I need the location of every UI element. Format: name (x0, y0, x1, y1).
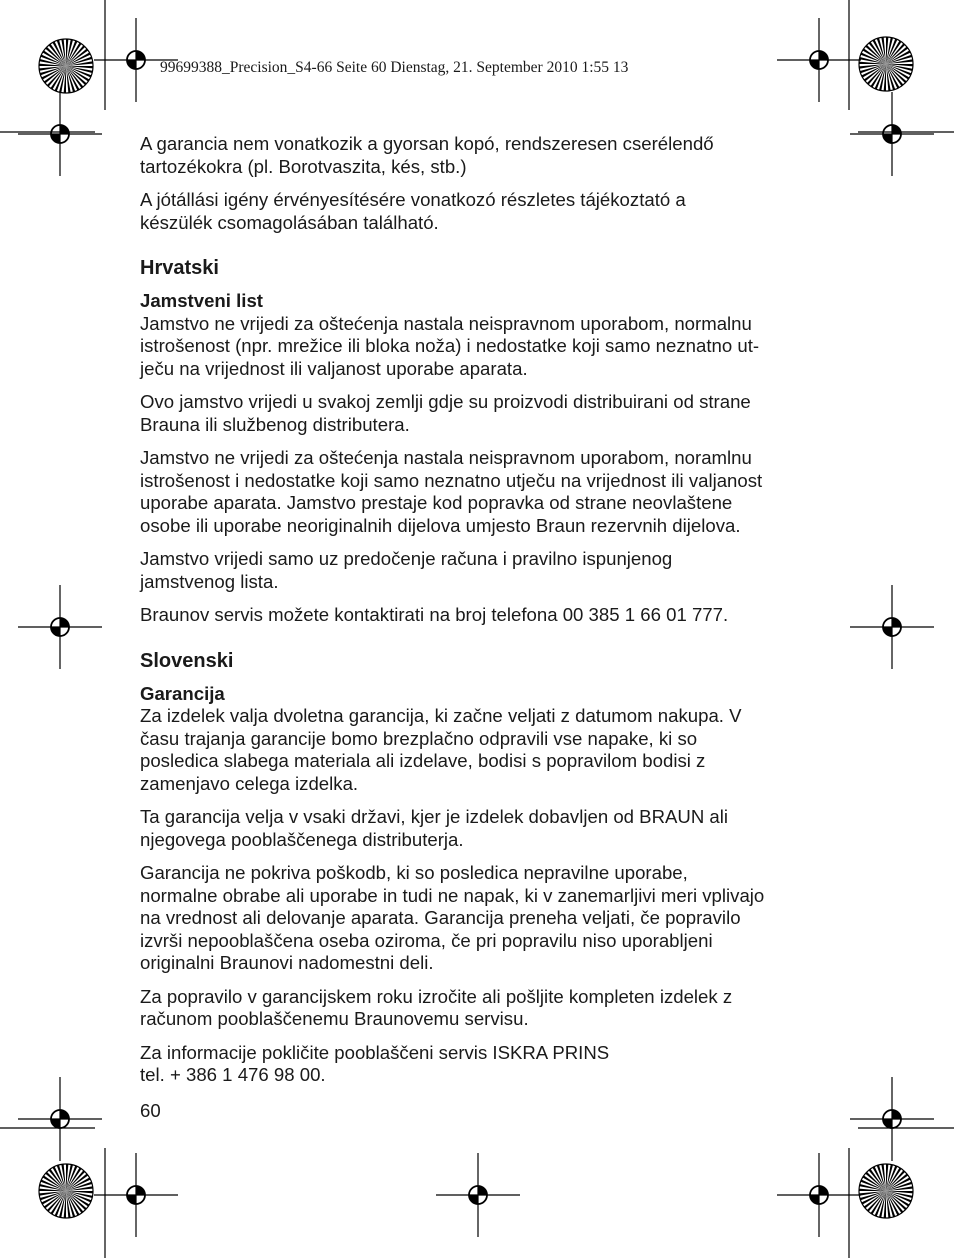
hrvatski-paragraph: Braunov servis možete kontaktirati na broj telefona 00 385 1 66 01 777. (140, 604, 729, 625)
registration-crosshair-icon (18, 92, 102, 176)
registration-crosshair-icon (94, 18, 178, 102)
starburst-target-icon (38, 1163, 94, 1219)
subheading-garancija: Garancija (140, 682, 225, 704)
hrvatski-paragraph: Ovo jamstvo vrijedi u svakoj zemlji gdje su proizvodi distribuirani od strane Brauna ili službenog distributera. (140, 391, 751, 435)
registration-crosshair-icon (777, 18, 861, 102)
starburst-target-icon (858, 1163, 914, 1219)
slovenski-paragraph: Za informacije pokličite pooblaščeni servis ISKRA PRINS tel. + 386 1 476 98 00. (140, 1041, 610, 1085)
hrvatski-paragraph: Jamstvo vrijedi samo uz predočenje računa i pravilno ispunjenog jamstvenog lista. (140, 548, 673, 592)
registration-crosshair-icon (850, 92, 934, 176)
section-heading-slovenski: Slovenski (140, 649, 234, 672)
registration-crosshair-icon (850, 585, 934, 669)
starburst-target-icon (38, 38, 94, 94)
hrvatski-paragraph: Jamstvo ne vrijedi za oštećenja nastala neispravnom uporabom, noramlnu istrošenost i nedostatke koji samo neznatno utječu na vrijednost ili valjanost uporabe aparata. Jamstvo prestaje kod popravka od strane neovlaštene osobe ili uporabe neoriginalnih dijelova umjesto Braun rezervnih dijelova. (140, 447, 763, 536)
slovenski-paragraph: Garancija ne pokriva poškodb, ki so posledica nepravilne uporabe, normalne obrabe ali uporabe in tudi ne napak, ki v zanemarljivi meri vplivajo na vrednost ali delovanje aparata. Garancija preneha veljati, če popravilo izvrši nepooblaščena oseba oziroma, če pri popravilu niso uporabljeni originalni Braunovi nadomestni deli. (140, 862, 765, 973)
intro-paragraph: A garancia nem vonatkozik a gyorsan kopó, rendszeresen cserélendő tartozékokra (pl. Borotvaszita, kés, stb.) (140, 133, 714, 177)
intro-paragraph: A jótállási igény érvényesítésére vonatkozó részletes tájékoztató a készülék csomagolásában található. (140, 189, 686, 233)
slovenski-paragraph: Za popravilo v garancijskem roku izročite ali pošljite kompleten izdelek z računom pooblaščenemu Braunovemu servisu. (140, 985, 733, 1029)
starburst-target-icon (858, 36, 914, 92)
page-number: 60 (140, 1100, 161, 1121)
registration-crosshair-icon (850, 1077, 934, 1161)
section-heading-hrvatski: Hrvatski (140, 257, 219, 279)
registration-crosshair-icon (18, 585, 102, 669)
subheading-jamstveni-list: Jamstveni list (140, 290, 263, 311)
registration-crosshair-icon (436, 1153, 520, 1237)
print-slug: 99699388_Precision_S4-66 Seite 60 Dienstag, 21. September 2010 1:55 13 (160, 59, 629, 76)
hrvatski-paragraph: Jamstvo ne vrijedi za oštećenja nastala neispravnom uporabom, normalnu istrošenost (npr. mrežice ili bloka noža) i nedostatke koji samo neznatno ut- ječu na vrijednost ili valjanost uporabe aparata. (140, 312, 760, 379)
registration-crosshair-icon (18, 1077, 102, 1161)
registration-crosshair-icon (94, 1153, 178, 1237)
registration-crosshair-icon (777, 1153, 861, 1237)
slovenski-paragraph: Za izdelek valja dvoletna garancija, ki začne veljati z datumom nakupa. V času trajanja garancije bomo brezplačno odpravili vse napake, ki so posledica slabega materiala ali izdelave, bodisi s popravilom bodisi z zamenjavo celega izdelka. (140, 705, 742, 794)
slovenski-paragraph: Ta garancija velja v vsaki državi, kjer je izdelek dobavljen od BRAUN ali njegovega pooblaščenega distributerja. (140, 806, 729, 850)
